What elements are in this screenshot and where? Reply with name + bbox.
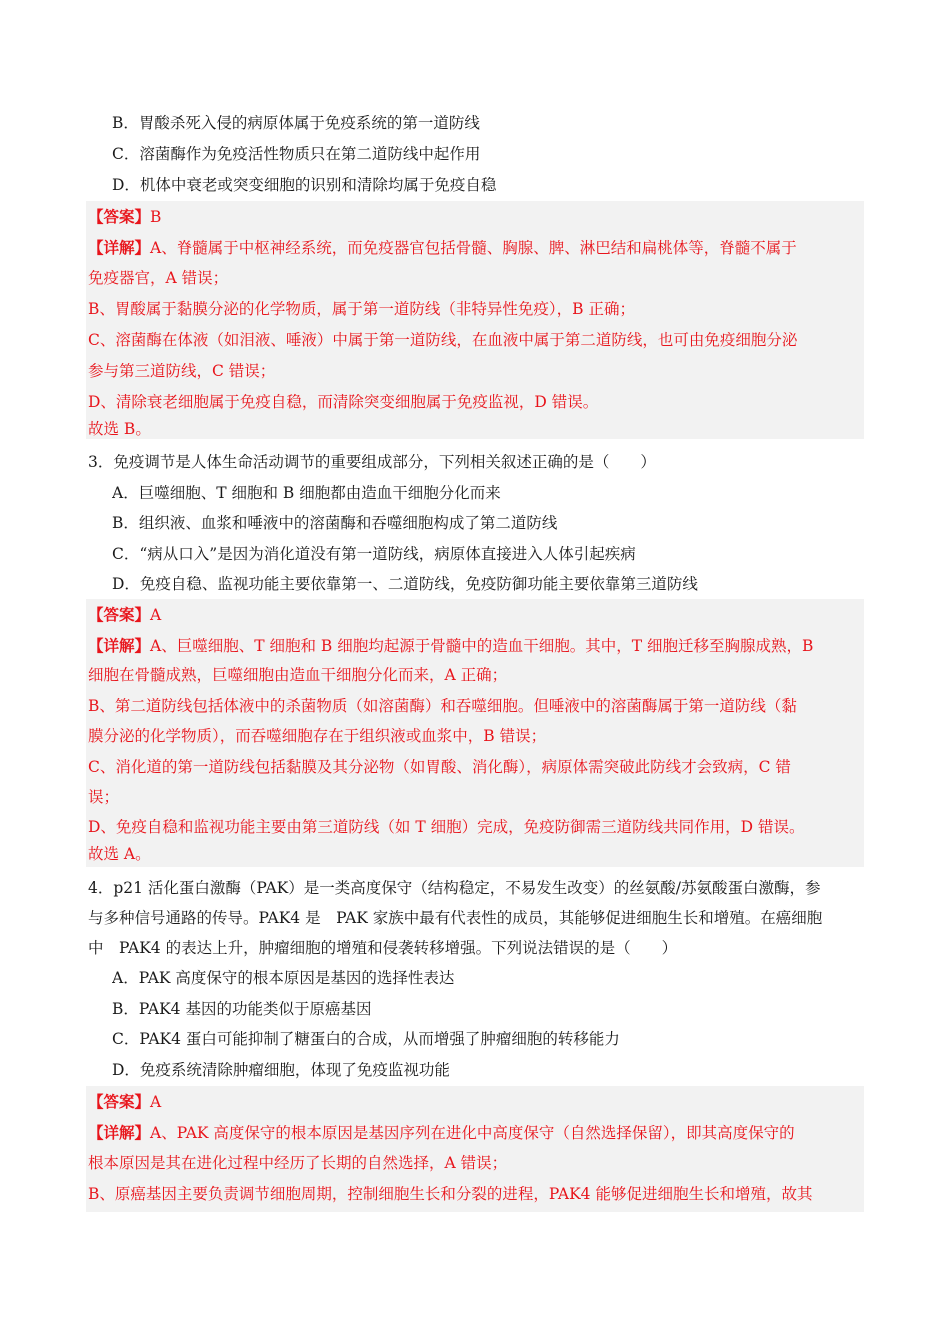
q4-detail-line-1 [88,1117,864,1148]
q4-option-b: B．PAK4 基因的功能类似于原癌基因 [112,1000,372,1018]
q2-detail-line-6: D、清除衰老细胞属于免疫自稳，而清除突变细胞属于免疫监视，D 错误。 [88,393,599,411]
q3-detail-line-7: D、免疫自稳和监视功能主要由第三道防线（如 T 细胞）完成，免疫防御需三道防线共同作用，D 错误。 [88,818,805,836]
answer-tag: 【答案】 [88,605,151,624]
detail-tag: 【详解】 [88,636,151,655]
q4-stem-line-3: 中 PAK4 的表达上升，肿瘤细胞的增殖和侵袭转移增强。下列说法错误的是（ ） [88,939,678,957]
q3-option-a: A．巨噬细胞、T 细胞和 B 细胞都由造血干细胞分化而来 [112,484,501,502]
q3-detail-line-4: 膜分泌的化学物质），而吞噬细胞存在于组织液或血浆中，B 错误； [88,727,547,745]
q2-answer-line [88,201,864,232]
q3-detail-line-6: 误； [88,788,120,806]
answer-value: A [150,606,162,624]
q4-detail-line-2: 根本原因是其在进化过程中经历了长期的自然选择，A 错误； [88,1154,508,1172]
q2-detail-line-2: 免疫器官，A 错误； [88,269,229,287]
q3-detail-line-1 [88,630,864,661]
q4-option-c: C．PAK4 蛋白可能抑制了糖蛋白的合成，从而增强了肿瘤细胞的转移能力 [112,1030,620,1048]
q2-option-b: B．胃酸杀死入侵的病原体属于免疫系统的第一道防线 [112,114,480,132]
q4-stem-line-2: 与多种信号通路的传导。PAK4 是 PAK 家族中最有代表性的成员，其能够促进细胞生长和增殖。在癌细胞 [88,909,823,927]
answer-value: B [150,208,162,226]
q4-option-d: D．免疫系统清除肿瘤细胞，体现了免疫监视功能 [112,1061,450,1079]
q3-detail-line-5: C、消化道的第一道防线包括黏膜及其分泌物（如胃酸、消化酶），病原体需突破此防线才会致病，C 错 [88,758,791,776]
answer-value: A [150,1093,162,1111]
q2-option-c: C．溶菌酶作为免疫活性物质只在第二道防线中起作用 [112,145,481,163]
answer-tag: 【答案】 [88,1092,151,1111]
q2-detail-line-4: C、溶菌酶在体液（如泪液、唾液）中属于第一道防线，在血液中属于第二道防线，也可由免疫细胞分泌 [88,331,798,349]
q3-detail-line-3: B、第二道防线包括体液中的杀菌物质（如溶菌酶）和吞噬细胞。但唾液中的溶菌酶属于第一道防线（黏 [88,697,797,715]
q3-option-b: B．组织液、血浆和唾液中的溶菌酶和吞噬细胞构成了第二道防线 [112,514,558,532]
q3-stem: 3．免疫调节是人体生命活动调节的重要组成部分，下列相关叙述正确的是（ ） [88,453,656,471]
q2-detail-line-5: 参与第三道防线，C 错误； [88,362,276,380]
q3-answer-box [86,599,864,867]
q3-option-d: D．免疫自稳、监视功能主要依靠第一、二道防线，免疫防御功能主要依靠第三道防线 [112,575,698,593]
q4-option-a: A．PAK 高度保守的根本原因是基因的选择性表达 [112,969,455,987]
detail-text: A、巨噬细胞、T 细胞和 B 细胞均起源于骨髓中的造血干细胞。其中，T 细胞迁移至胸腺成熟，B [150,637,814,655]
q2-answer-box [86,201,864,439]
q4-answer-line [88,1086,864,1117]
detail-tag: 【详解】 [88,238,151,257]
q2-option-d: D．机体中衰老或突变细胞的识别和清除均属于免疫自稳 [112,176,497,194]
detail-tag: 【详解】 [88,1123,151,1142]
q2-detail-line-1 [88,232,864,263]
q4-detail-line-3: B、原癌基因主要负责调节细胞周期，控制细胞生长和分裂的进程，PAK4 能够促进细胞生长和增殖，故其 [88,1185,813,1203]
q4-answer-box [86,1086,864,1212]
q3-detail-line-2: 细胞在骨髓成熟，巨噬细胞由造血干细胞分化而来，A 正确； [88,666,508,684]
detail-text: A、PAK 高度保守的根本原因是基因序列在进化中高度保守（自然选择保留），即其高度保守的 [150,1124,795,1142]
q3-answer-line [88,599,864,630]
answer-tag: 【答案】 [88,207,151,226]
q3-option-c: C．“病从口入”是因为消化道没有第一道防线，病原体直接进入人体引起疾病 [112,545,636,563]
q3-detail-line-8: 故选 A。 [88,845,151,863]
q4-stem-line-1: 4．p21 活化蛋白激酶（PAK）是一类高度保守（结构稳定，不易发生改变）的丝氨酸/苏氨酸蛋白激酶，参 [88,879,821,897]
q2-detail-line-3: B、胃酸属于黏膜分泌的化学物质，属于第一道防线（非特异性免疫），B 正确； [88,300,635,318]
detail-text: A、脊髓属于中枢神经系统，而免疫器官包括骨髓、胸腺、脾、淋巴结和扁桃体等，脊髓不属于 [150,239,797,257]
q2-detail-line-7: 故选 B。 [88,420,151,438]
